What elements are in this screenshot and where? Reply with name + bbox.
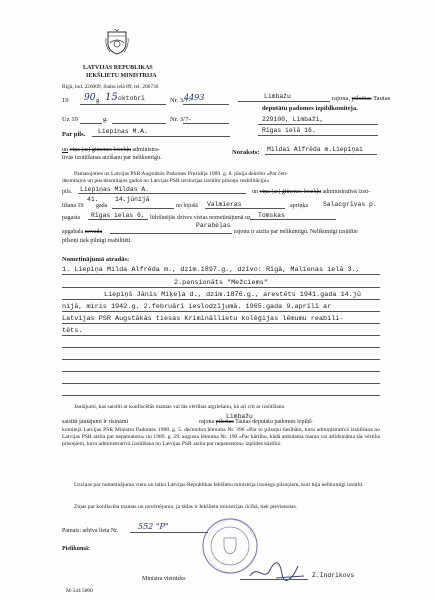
recipient-postal: 229100, Limbaži, [262,116,324,123]
signature-underline [240,579,308,580]
exiled-row-11-underline [62,395,380,396]
coat-of-arms-icon [104,28,130,56]
signatory-name: Z.Indrikovs [312,572,355,579]
exiled-row-10-underline [62,383,380,384]
exiled-row-3-underline [62,299,380,300]
decree-line2: desmitajos un piecdesmitajos gados no Latvijas PSR teritorijas izsūtīto pilsoņu reabilitāciju» [62,178,270,184]
archive-label: Pamats: arhīva lieta Nr. [62,528,119,534]
street-underline [258,135,378,136]
district-origin: Valmieras [207,201,242,208]
address-change-text: Uzziņas par nometinājuma vietu un laiku Latvijas Republikas Iekšlietu ministrija izsniegs pilsoņiem, kuri bija nelikumīgi izsūtīti. [74,482,364,488]
par-pils-label: Par pils. [62,131,86,138]
district-underline [238,101,330,102]
property-line1: Jautājumi, kas saistīti ar konfiscētās mantas vai tās vērtības atgriešanu, kā arī citi ar izsūtīšanu [74,404,285,410]
apriņķa-label: apriņķa [290,203,308,209]
exiled-row-5: Latvijas PSR Augstākās tiesas Krimināllietu kolēģijas lēmumu reabili- [62,315,344,323]
par-pils-name: Liepiņas M.A. [98,128,148,135]
exiled-row-2: 2.pansionāts "Mežciems" [174,279,268,287]
signature-icon [248,558,308,586]
reply-date-underline [112,123,166,124]
nometinajums-text: līdzšinējās dzīves vietas nometinājumā uz [150,215,251,221]
pils-underline [78,193,246,194]
archive-underline [130,532,208,533]
exiled-row-7-underline [62,347,380,348]
number-label: Nr. 3/7- [170,97,191,104]
date-year-handwritten: 90 [84,93,96,103]
exiled-row-2-underline [62,287,380,288]
number-underline [183,104,229,105]
exiled-row-5-underline [62,323,380,324]
par-pils-underline [92,136,230,137]
exiled-section-title: Nometinājumā atradās: [62,256,130,263]
date-month: oktobrī [118,95,145,102]
attachments-label: Pielikumā: [62,546,90,552]
no-bijusi: no bijušā [176,203,198,209]
subject-line2: tīvās izsūtīšanas atzīšanu par nelikumīgu. [62,155,162,161]
pagasta-label: pagasta [62,215,80,221]
property-line2: saistīti jautājumi ir risināmi rajona pilsētas Tautas deputātu padomes izpild- [62,419,313,425]
reply-year-underline [80,123,102,124]
exiled-row-6-underline [62,335,380,336]
exiled-row-4: nijā, miris 1942.g. 2.februārī ieslodzījumā. 1965.gada 9.aprīlī ar [62,303,332,311]
copy-value: Mildai Alfrēda m.Liepiņai [267,146,363,153]
archive-number: 552 "P" [138,522,169,531]
deport-date: 14.jūnijā [115,196,150,203]
exiled-row-3: Liepiņš Jānis Miķeļa d., dzim.1876.g., arestēts 1941.gada 14.jū [104,291,361,299]
property-body: komitejā Latvijas PSR Ministru Padomes 1988. g. 5. decembra lēmuma Nr. 396 «Par to pilsoņu tiesībām, kuru administratīvā izsūtīšana no Latvijas PSR atzīta par nepamatotu» un 1989. g. 29. augusta lēmuma Nr. 190 «Par kārtību, kādā atdodama manta vai atlīdzināma tās vērtība pilsoņiem, kuru administratīvā izsūtīšana no Latvijas PSR atzīta par nepamatotu» izpildes kārtībā. [62,427,380,448]
exiled-row-4-underline [62,311,380,312]
pils-family-text: un viņa (as) ģimenes locekļu administratīvā izsū- [252,189,370,195]
org-name-line2: IEKŠLIETU MINISTRIJA [86,73,157,79]
deport-prefix: tīšana 19 [62,203,84,209]
reply-to-label: Uz 19 [62,116,78,123]
exile-region-underline [250,219,336,220]
copy-label: Noraksts: [232,149,260,156]
address-origin: Rīgas ielas 6, [91,212,145,219]
parish-origin: Salacgrīvas p. [323,201,377,208]
exiled-row-9-underline [62,371,380,372]
district-origin-underline [205,208,285,209]
org-name-line1: LATVIJAS REPUBLIKAS [83,65,153,71]
signatory-title: Ministra vietnieks [142,576,186,582]
deport-date-underline [112,208,174,209]
exile-district-underline [110,233,232,234]
rehab-text2: pilsoņi tiek pilnīgi reabilitēti. [62,238,132,244]
date-prefix: 19 [62,97,69,104]
pils-name: Liepiņas Mildas A. [80,186,150,193]
number-handwritten: 4493 [184,93,205,102]
subject-line1: un viņa (as) ģimenes locekļu administra- [62,147,160,153]
decree-intro: Pamatojoties uz Latvijas PSR Augstākās Padomes Prezidija 1989. g. 8. jūnija dekrētu «Par četr- [74,171,289,177]
pils-row: pils. [62,189,73,195]
date-day-handwritten: 15 [105,92,118,103]
exile-district-handwritten: Parabeļas [196,222,231,229]
rehab-text: rajonu ir atzīta par nelikumīgu. Nelikumīgi izsūtītie [234,229,358,235]
exile-region: Tomskas [258,212,285,219]
deport-gada: gada [96,203,108,209]
copy-underline [265,154,377,155]
date-underline [80,104,166,105]
exiled-row-8-underline [62,359,380,360]
reply-nr-underline [183,123,229,124]
deport-year-short: 41. [87,196,99,203]
recipient-committee: deputātu padomes izpildkomiteja. [262,105,358,112]
reply-g: g. [103,116,108,123]
reply-nr-label: Nr. 3/7- [170,116,191,123]
property-district: Limbažu [226,413,253,420]
district-suffix: rajona, pilsētas Tautas [332,95,391,102]
date-g: g. [96,97,101,104]
apgabala-label: apgabala novada [62,229,103,235]
org-address: Rīgā, ind. 226009, Stabu ielā 89, tel. 206736 [62,84,159,90]
district-value: Limbažu [264,93,291,100]
recipient-street: Rīgas ielā 16. [262,127,316,134]
exiled-row-1: 1. Liepiņa Milda Alfrēda m., dzim.1897.g., dzīvo: Rīgā, Malienas ielā 3., [62,266,360,274]
confiscated-text: Ziņas par konfiscēta mantas un novērtējumu, ja tādas ir Iekšlietu ministrijas rīcībā, tiek pievienotas. [74,504,298,510]
exiled-row-1-underline [62,274,380,275]
form-code: M-544 5000 [66,588,93,594]
postal-underline [258,124,378,125]
exiled-row-6: tēts. [62,327,83,335]
address-origin-underline [88,219,148,220]
